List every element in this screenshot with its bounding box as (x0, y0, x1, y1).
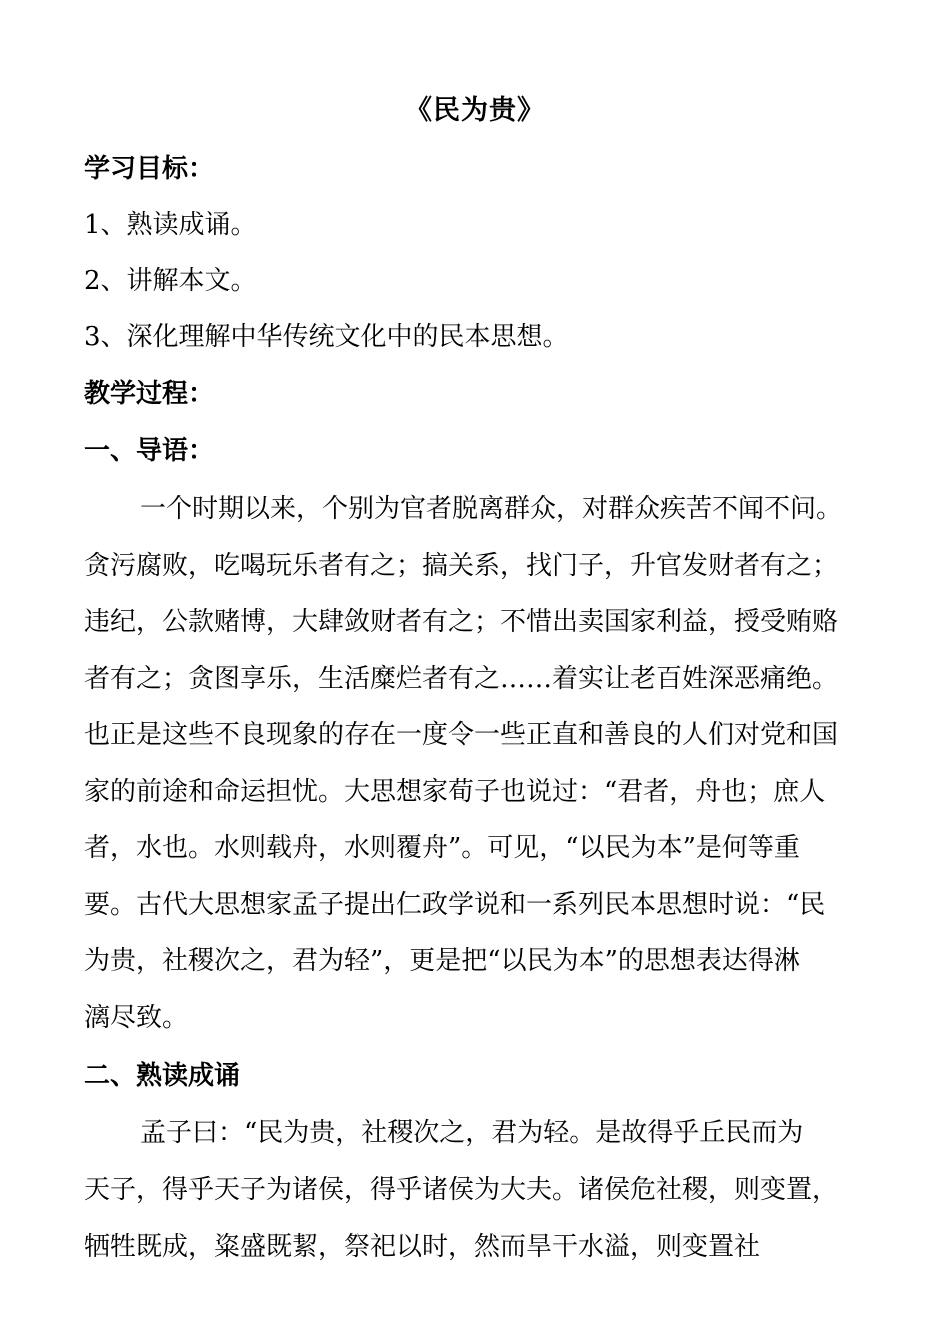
recite-line: 牺牲既成，粢盛既絜，祭祀以时，然而旱干水溢，则变置社 (84, 1232, 761, 1262)
intro-line: 者，水也。水则载舟，水则覆舟”。可见，“以民为本”是何等重 (84, 833, 800, 863)
recite-line: 天子，得乎天子为诸侯，得乎诸侯为大夫。诸侯危社稷，则变置， (84, 1175, 839, 1205)
objective-item: 1、熟读成诵。 (84, 210, 257, 240)
document-title: 《民为贵》 (405, 95, 545, 126)
intro-line: 一个时期以来，个别为官者脱离群众，对群众疾苦不闻不问。 (140, 494, 843, 524)
objective-item: 2、讲解本文。 (84, 266, 257, 296)
intro-line: 漓尽致。 (84, 1003, 189, 1033)
process-heading: 教学过程： (84, 379, 215, 409)
intro-line: 也正是这些不良现象的存在一度令一些正直和善良的人们对党和国 (84, 720, 839, 750)
intro-line: 者有之；贪图享乐，生活糜烂者有之……着实让老百姓深恶痛绝。 (84, 664, 839, 694)
objectives-heading: 学习目标： (84, 154, 215, 184)
recite-heading: 二、熟读成诵 (84, 1061, 241, 1091)
intro-line: 家的前途和命运担忧。大思想家荀子也说过：“君者，舟也；庶人 (84, 777, 826, 807)
intro-heading: 一、导语： (84, 436, 215, 466)
intro-line: 贪污腐败，吃喝玩乐者有之；搞关系，找门子，升官发财者有之； (84, 551, 839, 581)
intro-line: 为贵，社稷次之，君为轻”，更是把“以民为本”的思想表达得淋 (84, 946, 800, 976)
intro-line: 违纪，公款赌博，大肆敛财者有之；不惜出卖国家利益，授受贿赂 (84, 607, 839, 637)
recite-line: 孟子曰：“民为贵，社稷次之，君为轻。是故得乎丘民而为 (140, 1118, 804, 1148)
intro-line: 要。古代大思想家孟子提出仁政学说和一系列民本思想时说：“民 (84, 890, 826, 920)
objective-item: 3、深化理解中华传统文化中的民本思想。 (84, 322, 569, 352)
